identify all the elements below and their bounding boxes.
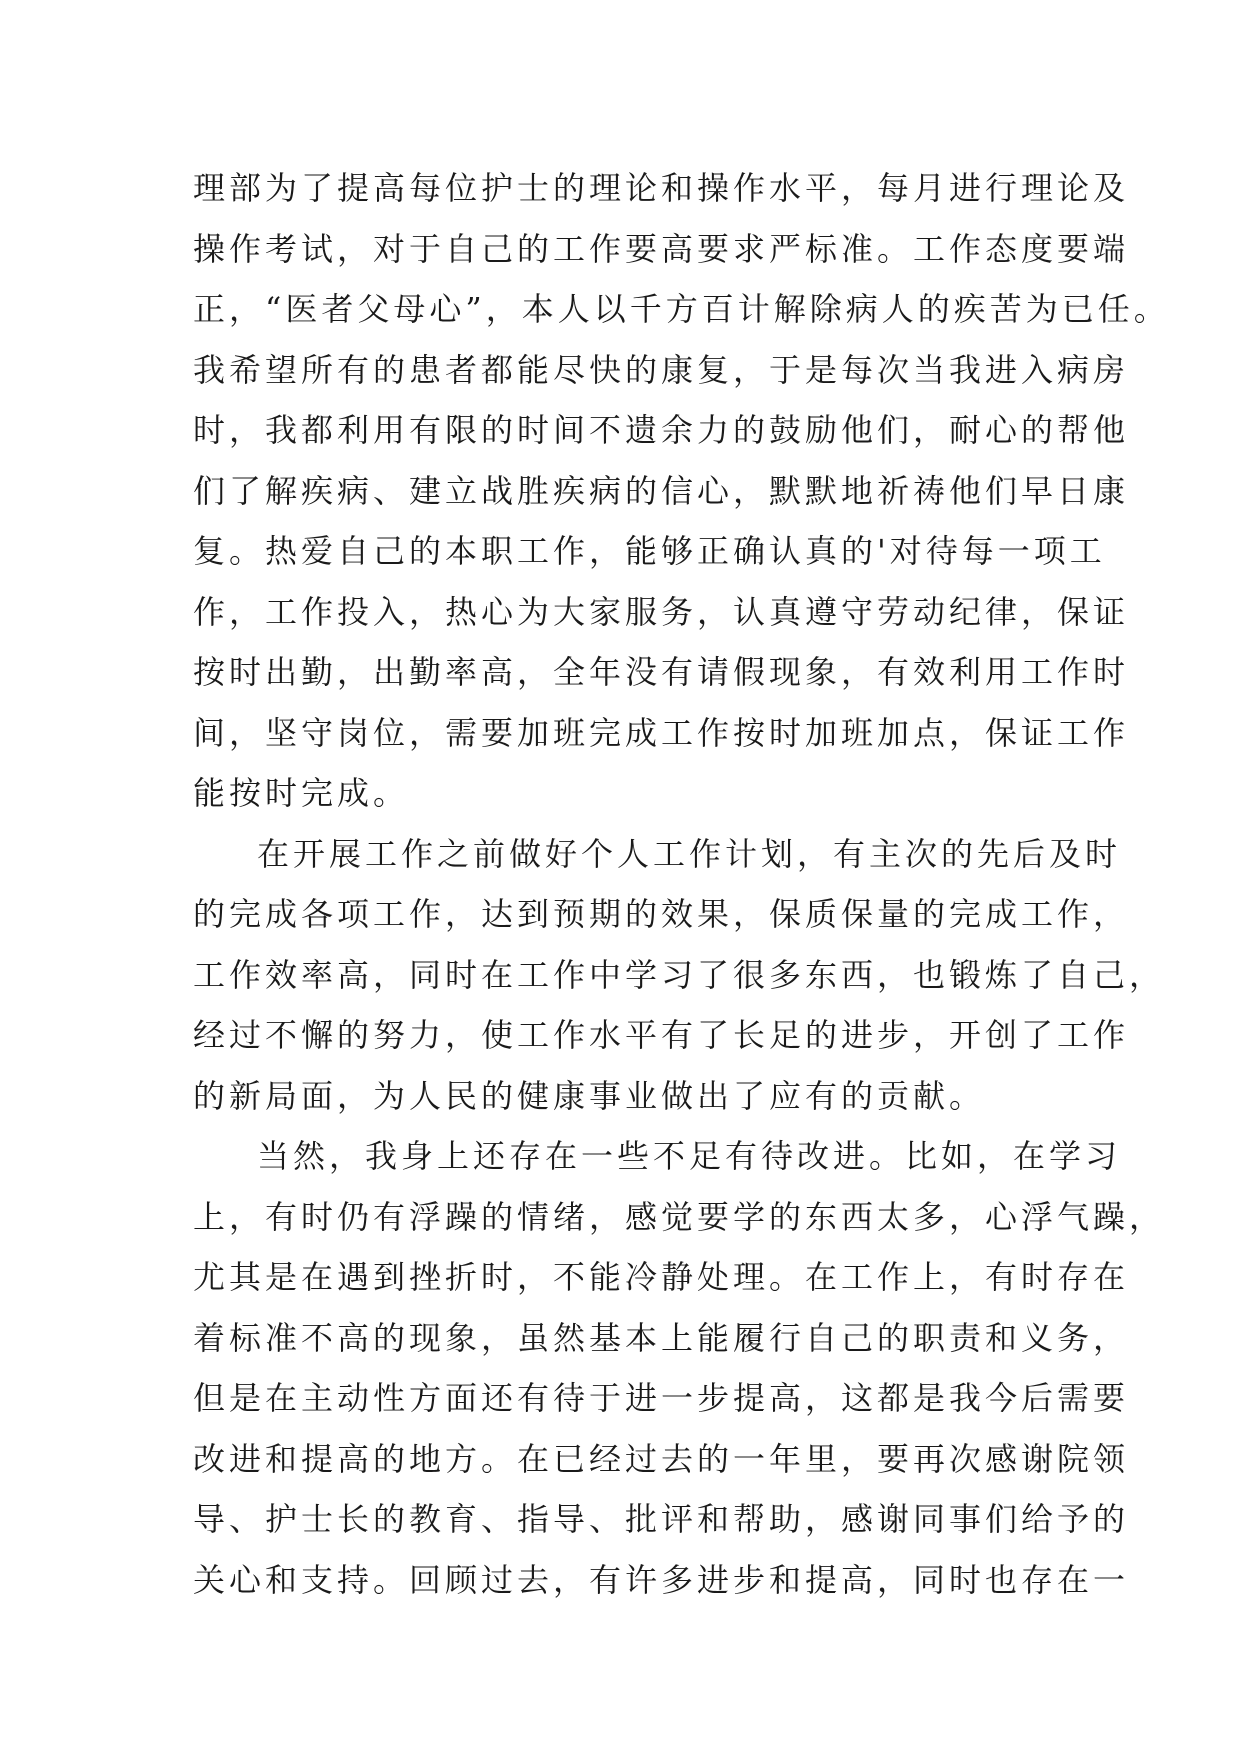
text-line: 能按时完成。 (193, 774, 410, 812)
text-line: 正，“医者父母心”，本人以千方百计解除病人的疾苦为已任。 (193, 290, 1170, 328)
text-line: 但是在主动性方面还有待于进一步提高，这都是我今后需要 (193, 1379, 1130, 1417)
text-line: 操作考试，对于自己的工作要高要求严标准。工作态度要端 (193, 229, 1130, 268)
text-line: 间，坚守岗位，需要加班完成工作按时加班加点，保证工作 (193, 713, 1130, 752)
text-line: 复。热爱自己的本职工作，能够正确认真的'对待每一项工 (193, 532, 1106, 570)
paragraph-first-line: 在开展工作之前做好个人工作计划，有主次的先后及时 (257, 834, 1122, 873)
text-line: 关心和支持。回顾过去，有许多进步和提高，同时也存在一 (193, 1560, 1130, 1599)
text-line: 的新局面，为人民的健康事业做出了应有的贡献。 (193, 1076, 986, 1115)
text-line: 作，工作投入，热心为大家服务，认真遵守劳动纪律，保证 (193, 592, 1130, 631)
paragraph-first-line: 当然，我身上还存在一些不足有待改进。比如，在学习 (257, 1137, 1122, 1175)
text-line: 我希望所有的患者都能尽快的康复，于是每次当我进入病房 (193, 350, 1130, 389)
text-line: 上，有时仍有浮躁的情绪，感觉要学的东西太多，心浮气躁， (193, 1197, 1166, 1236)
text-line: 的完成各项工作，达到预期的效果，保质保量的完成工作， (193, 895, 1130, 933)
text-line: 时，我都利用有限的时间不遗余力的鼓励他们，耐心的帮他 (193, 411, 1130, 449)
text-line: 们了解疾病、建立战胜疾病的信心，默默地祈祷他们早日康 (193, 471, 1130, 510)
text-line: 经过不懈的努力，使工作水平有了长足的进步，开创了工作 (193, 1016, 1130, 1054)
text-line: 尤其是在遇到挫折时，不能冷静处理。在工作上，有时存在 (193, 1258, 1130, 1296)
text-line: 导、护士长的教育、指导、批评和帮助，感谢同事们给予的 (193, 1500, 1130, 1538)
text-line: 理部为了提高每位护士的理论和操作水平，每月进行理论及 (193, 169, 1130, 207)
text-line: 工作效率高，同时在工作中学习了很多东西，也锻炼了自己， (193, 955, 1166, 994)
text-line: 改进和提高的地方。在已经过去的一年里，要再次感谢院领 (193, 1439, 1130, 1478)
body-text (193, 158, 1170, 1610)
text-line: 按时出勤，出勤率高，全年没有请假现象，有效利用工作时 (193, 653, 1130, 691)
text-line: 着标准不高的现象，虽然基本上能履行自己的职责和义务， (193, 1318, 1130, 1357)
